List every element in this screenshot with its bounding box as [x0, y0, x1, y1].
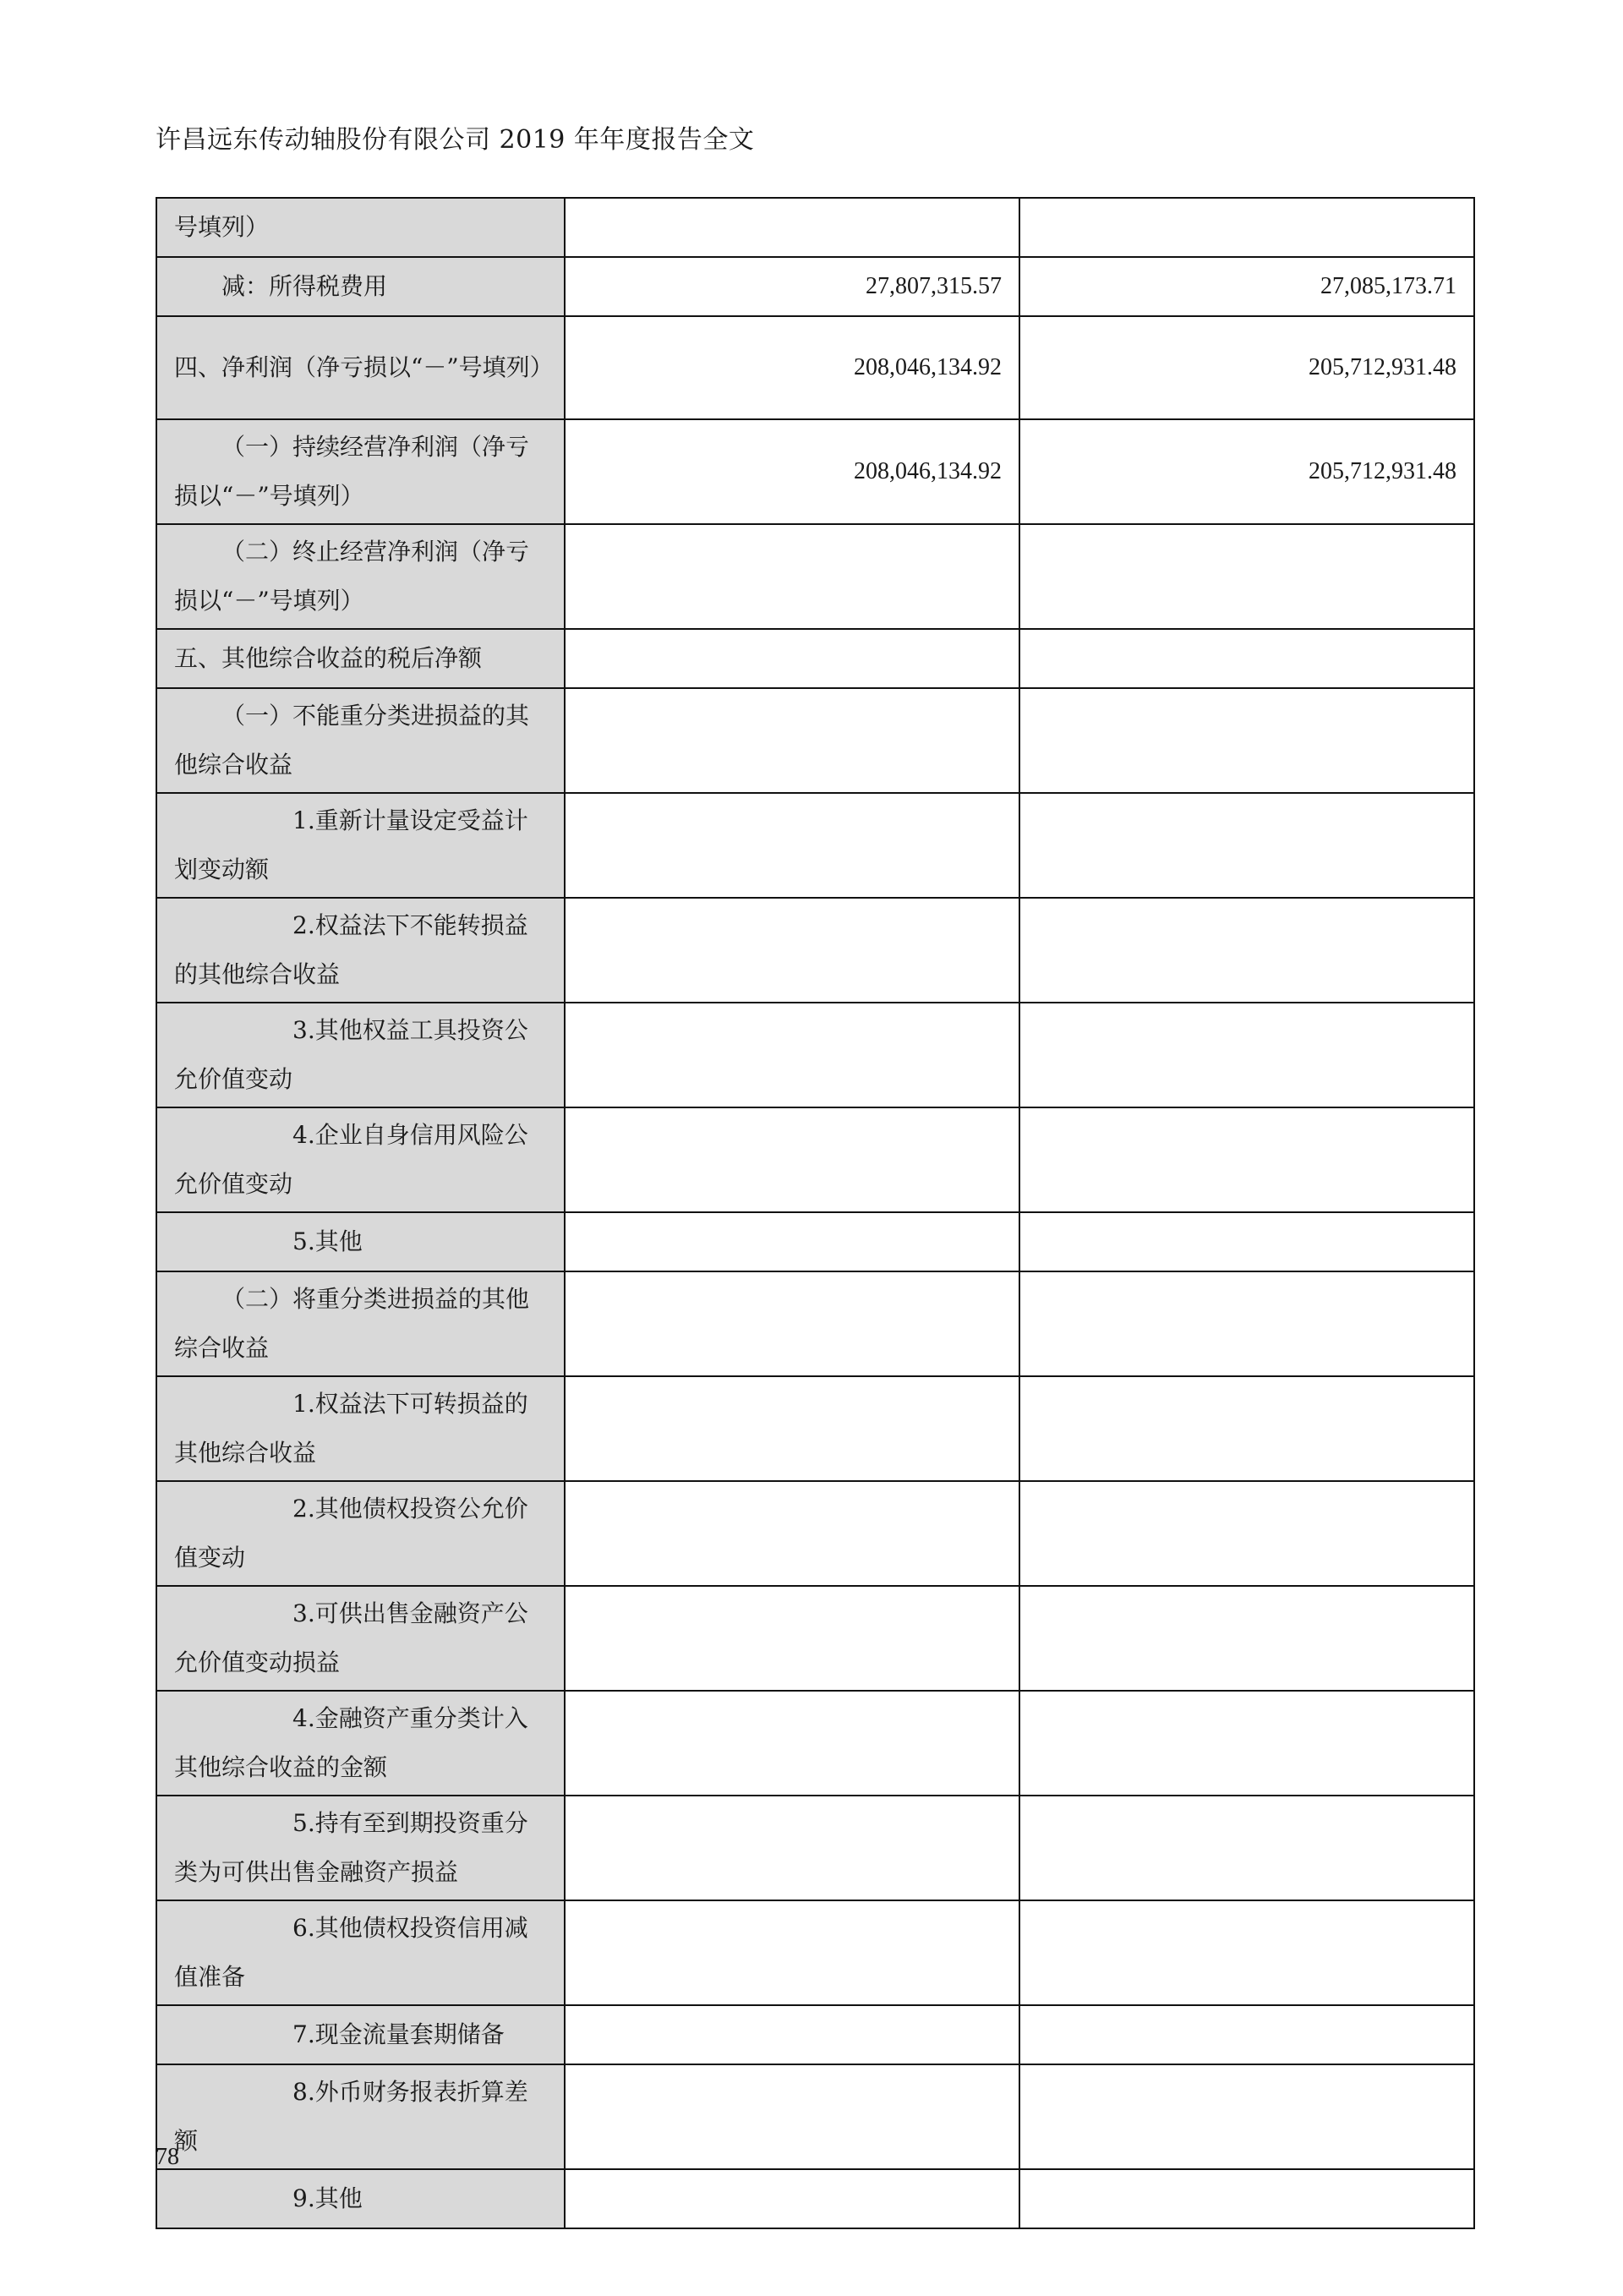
table-row: [156, 1796, 1474, 1900]
row-label: 四、净利润（净亏损以“－”号填列）: [156, 316, 565, 419]
row-label: （二）将重分类进损益的其他综合收益: [156, 1271, 565, 1376]
row-label: 1.重新计量设定受益计划变动额: [156, 793, 565, 898]
table-row: [156, 688, 1474, 793]
row-label: 五、其他综合收益的税后净额: [156, 629, 565, 688]
current-period-value: [565, 2169, 1019, 2228]
previous-period-value: [1019, 688, 1474, 793]
current-period-value: [565, 1900, 1019, 2005]
current-period-value: [565, 1481, 1019, 1586]
table-row: [156, 2169, 1474, 2228]
table-row: [156, 2064, 1474, 2169]
current-period-value: 208,046,134.92: [565, 419, 1019, 524]
table-row: [156, 898, 1474, 1003]
row-label: 1.权益法下可转损益的其他综合收益: [156, 1376, 565, 1481]
previous-period-value: 27,085,173.71: [1019, 257, 1474, 316]
row-label: 7.现金流量套期储备: [156, 2005, 565, 2064]
table-row: [156, 793, 1474, 898]
table-row: [156, 1212, 1474, 1271]
previous-period-value: [1019, 898, 1474, 1003]
row-label: 6.其他债权投资信用减值准备: [156, 1900, 565, 2005]
previous-period-value: [1019, 1003, 1474, 1107]
row-label: 5.其他: [156, 1212, 565, 1271]
previous-period-value: [1019, 1481, 1474, 1586]
previous-period-value: [1019, 1376, 1474, 1481]
table-row: [156, 2005, 1474, 2064]
current-period-value: [565, 1003, 1019, 1107]
table-row: [156, 257, 1474, 316]
current-period-value: [565, 629, 1019, 688]
previous-period-value: 205,712,931.48: [1019, 316, 1474, 419]
row-label: 2.权益法下不能转损益的其他综合收益: [156, 898, 565, 1003]
current-period-value: [565, 793, 1019, 898]
current-period-value: 208,046,134.92: [565, 316, 1019, 419]
document-header: 许昌远东传动轴股份有限公司 2019 年年度报告全文: [156, 125, 755, 155]
previous-period-value: [1019, 629, 1474, 688]
table-row: [156, 1691, 1474, 1796]
previous-period-value: [1019, 1796, 1474, 1900]
table-row: [156, 316, 1474, 419]
current-period-value: [565, 1691, 1019, 1796]
current-period-value: [565, 898, 1019, 1003]
row-label: 4.企业自身信用风险公允价值变动: [156, 1107, 565, 1212]
previous-period-value: [1019, 1900, 1474, 2005]
current-period-value: [565, 688, 1019, 793]
row-label: 5.持有至到期投资重分类为可供出售金融资产损益: [156, 1796, 565, 1900]
current-period-value: [565, 1796, 1019, 1900]
row-label: 减：所得税费用: [156, 257, 565, 316]
table-row: [156, 629, 1474, 688]
current-period-value: 27,807,315.57: [565, 257, 1019, 316]
table-row: [156, 198, 1474, 257]
current-period-value: [565, 2064, 1019, 2169]
row-label: 3.其他权益工具投资公允价值变动: [156, 1003, 565, 1107]
table-row: [156, 1107, 1474, 1212]
table-row: [156, 1481, 1474, 1586]
current-period-value: [565, 2005, 1019, 2064]
row-label: 9.其他: [156, 2169, 565, 2228]
previous-period-value: [1019, 1691, 1474, 1796]
row-label: 3.可供出售金融资产公允价值变动损益: [156, 1586, 565, 1691]
previous-period-value: [1019, 524, 1474, 629]
row-label: 号填列）: [156, 198, 565, 257]
previous-period-value: [1019, 2169, 1474, 2228]
previous-period-value: [1019, 198, 1474, 257]
previous-period-value: [1019, 2005, 1474, 2064]
current-period-value: [565, 524, 1019, 629]
row-label: 2.其他债权投资公允价值变动: [156, 1481, 565, 1586]
page-number: 78: [156, 2144, 179, 2170]
previous-period-value: [1019, 1107, 1474, 1212]
row-label: 4.金融资产重分类计入其他综合收益的金额: [156, 1691, 565, 1796]
row-label: 8.外币财务报表折算差额: [156, 2064, 565, 2169]
current-period-value: [565, 198, 1019, 257]
income-statement-table: [156, 197, 1475, 2229]
previous-period-value: [1019, 1586, 1474, 1691]
table-row: [156, 419, 1474, 524]
previous-period-value: [1019, 2064, 1474, 2169]
previous-period-value: [1019, 793, 1474, 898]
previous-period-value: [1019, 1212, 1474, 1271]
row-label: （二）终止经营净利润（净亏损以“－”号填列）: [156, 524, 565, 629]
table-row: [156, 1376, 1474, 1481]
current-period-value: [565, 1212, 1019, 1271]
row-label: （一）不能重分类进损益的其他综合收益: [156, 688, 565, 793]
table-row: [156, 1900, 1474, 2005]
table-row: [156, 1586, 1474, 1691]
current-period-value: [565, 1586, 1019, 1691]
table-row: [156, 1271, 1474, 1376]
table-row: [156, 1003, 1474, 1107]
current-period-value: [565, 1376, 1019, 1481]
table-row: [156, 524, 1474, 629]
previous-period-value: 205,712,931.48: [1019, 419, 1474, 524]
previous-period-value: [1019, 1271, 1474, 1376]
current-period-value: [565, 1107, 1019, 1212]
row-label: （一）持续经营净利润（净亏损以“－”号填列）: [156, 419, 565, 524]
current-period-value: [565, 1271, 1019, 1376]
